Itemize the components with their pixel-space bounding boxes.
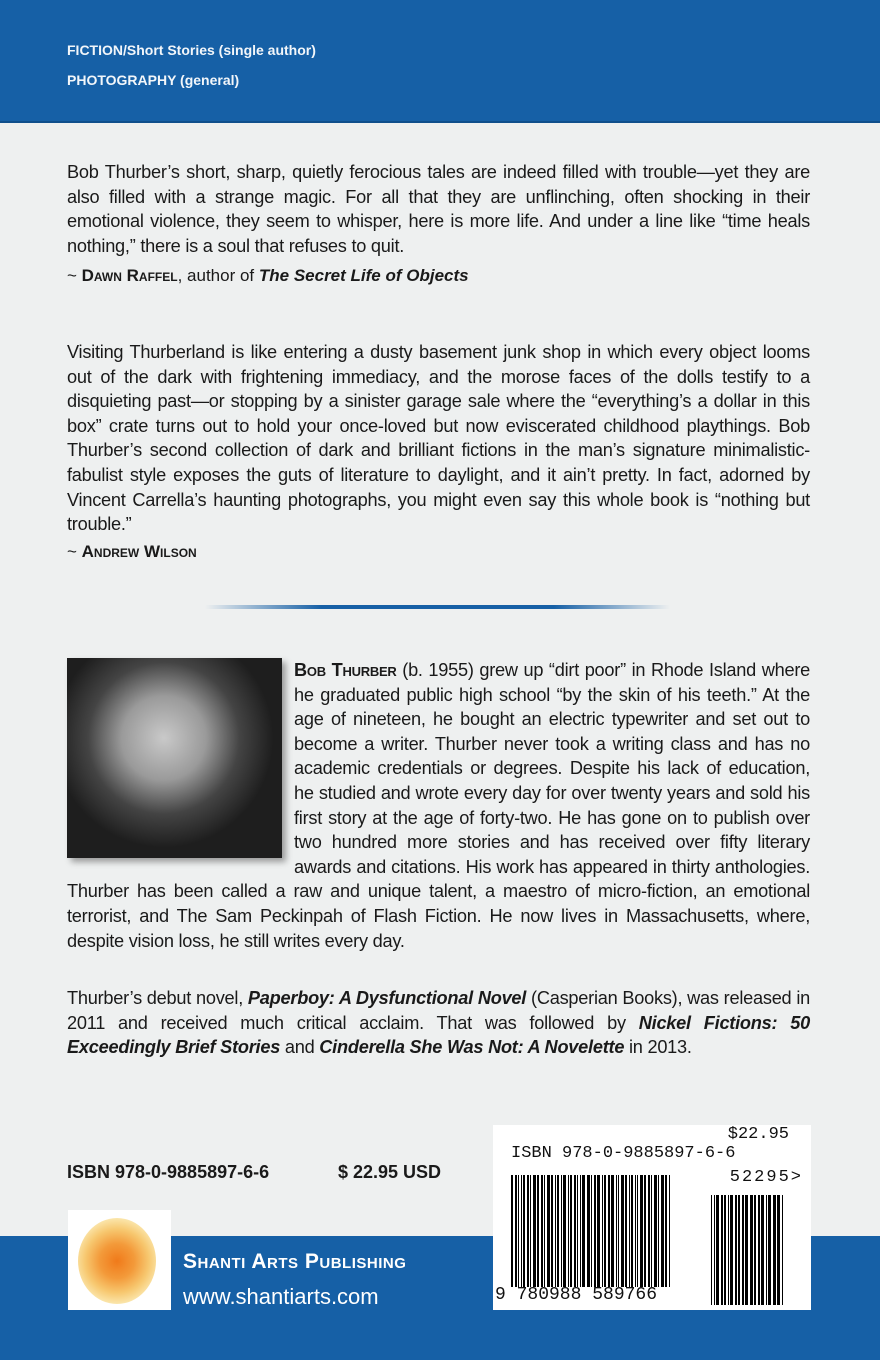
barcode-bar — [591, 1175, 592, 1287]
barcode-bar — [557, 1175, 559, 1287]
barcode-bar — [594, 1175, 596, 1287]
barcode-bar — [768, 1195, 771, 1305]
barcode-bar — [577, 1175, 578, 1287]
works-paragraph — [67, 986, 810, 1060]
barcode-bar — [551, 1175, 553, 1287]
barcode-bar — [750, 1195, 753, 1305]
barcode-bar — [574, 1175, 576, 1287]
barcode-bar — [728, 1195, 729, 1305]
text: (Casperian Books), was released in 2011 and received much critical acclaim. That was followed by — [67, 988, 810, 1033]
barcode-bar — [604, 1175, 606, 1287]
barcode-bar — [648, 1175, 650, 1287]
attribution-name: Dawn Raffel — [81, 266, 178, 285]
barcode-bar — [523, 1175, 525, 1287]
barcode-bar — [625, 1175, 627, 1287]
barcode-bar — [777, 1195, 780, 1305]
barcode-addon: 52295> — [729, 1168, 803, 1187]
barcode-bar — [563, 1175, 566, 1287]
barcode-bar — [580, 1175, 581, 1287]
barcode-bar — [640, 1175, 643, 1287]
category-secondary: PHOTOGRAPHY (general) — [67, 72, 240, 88]
section-divider — [205, 605, 670, 609]
barcode-bar — [654, 1175, 657, 1287]
attribution-name: Andrew Wilson — [81, 542, 197, 561]
book-title: Cinderella She Was Not: A Novelette — [319, 1037, 625, 1058]
barcode-bar — [661, 1175, 664, 1287]
barcode-bar — [669, 1175, 670, 1287]
bio-text: (b. 1955) grew up “dirt poor” in Rhode Island where he graduated public high school “by the skin of his teeth.” At the age of nineteen, he bought an electric typewriter and set out to become a writer. Thurber never took a writing class and has no academic credentials or degrees. Despite his lack of education, he studied and wrote every day for over twenty years and sold his first story at the age of forty-two. He has gone on to publish over two hundred more stories and has received over fifty literary awards and citations. His work has appeared in thirty anthologies. Thurber has been called a raw and unique talent, a maestro of micro-fiction, an emotional terrorist, and The Sam Peckinpah of Flash Fiction. He now lives in Massachusetts, where, despite vision loss, he still writes every day. — [67, 660, 810, 951]
barcode-bar — [711, 1195, 712, 1305]
barcode-bar — [616, 1175, 617, 1287]
barcode-bar — [631, 1175, 633, 1287]
barcode-bar — [527, 1175, 529, 1287]
publisher-name: Shanti Arts Publishing — [183, 1250, 407, 1273]
barcode-bar — [735, 1195, 737, 1305]
barcode-bars — [511, 1175, 671, 1287]
blurb-raffel: Bob Thurber’s short, sharp, quietly ferocious tales are indeed filled with trouble—yet they are also filled with a strange magic. For all that they are unflinching, often shocking in their emotional violence, they seem to whisper, here is more life. And under a line like “time heals nothing,” there is a soul that refuses to quit. — [67, 162, 810, 256]
barcode-bar — [555, 1175, 556, 1287]
barcode-bar — [582, 1175, 585, 1287]
category-header — [0, 0, 880, 123]
book-title: Paperboy: A Dysfunctional Novel — [247, 988, 527, 1008]
barcode-bar — [724, 1195, 726, 1305]
barcode-bar — [621, 1175, 624, 1287]
publisher-logo — [68, 1210, 171, 1310]
price-text: $ 22.95 USD — [338, 1162, 442, 1182]
author-name: Bob Thurber — [294, 660, 397, 680]
barcode-bar — [570, 1175, 572, 1287]
publisher-website[interactable]: www.shantiarts.com — [183, 1284, 379, 1309]
barcode-bar — [629, 1175, 630, 1287]
barcode-bar — [651, 1175, 652, 1287]
barcode-bar — [533, 1175, 536, 1287]
text: in 2013. — [624, 1037, 692, 1058]
attribution-text: , author of — [177, 266, 259, 285]
barcode-price: $22.95 — [727, 1125, 789, 1144]
author-bio — [67, 658, 810, 953]
tilde: ~ — [67, 266, 82, 285]
sun-logo-icon — [78, 1218, 156, 1304]
barcode-bar — [511, 1175, 513, 1287]
barcode-bar — [561, 1175, 562, 1287]
barcode-bar — [782, 1195, 783, 1305]
book-title: Nickel Fictions: 50 Exceedingly Brief Stories — [67, 1012, 810, 1058]
blurb-wilson: Visiting Thurberland is like entering a dusty basement junk shop in which every object looms out of the dark with frightening immediacy, and the morose faces of the dolls testify to a disquieting past—or stopping by a sinister garage sale where the “everything’s a dollar in this box” crate turns out to hold your once-loved but now eviscerated childhood playthings. Bob Thurber’s second collection of dark and brilliant fictions in the man’s signature minimalistic-fabulist style exposes the guts of literature to daylight, and it ain’t pretty. In fact, adorned by Vincent Carrella’s haunting photographs, you might even say this whole book is “nothing but trouble.” — [67, 342, 810, 535]
barcode-addon-bars — [711, 1195, 784, 1305]
barcode-isbn: ISBN 978-0-9885897-6-6 — [511, 1144, 736, 1163]
barcode-bar — [730, 1195, 733, 1305]
barcode-bar — [597, 1175, 600, 1287]
barcode-bar — [521, 1175, 522, 1287]
barcode-bar — [635, 1175, 636, 1287]
barcode-bar — [721, 1195, 723, 1305]
barcode-bar — [568, 1175, 569, 1287]
barcode-bar — [665, 1175, 667, 1287]
barcode-bar — [738, 1195, 740, 1305]
barcode-bar — [518, 1175, 519, 1287]
barcode-bar — [611, 1175, 614, 1287]
barcode-bar — [544, 1175, 545, 1287]
barcode-bar — [745, 1195, 748, 1305]
barcode-bar — [766, 1195, 767, 1305]
author-photo — [67, 658, 282, 858]
barcode-bar — [761, 1195, 764, 1305]
barcode-bar — [758, 1195, 760, 1305]
barcode-bar — [742, 1195, 744, 1305]
barcode-bar — [602, 1175, 603, 1287]
blurb-raffel-attribution — [67, 266, 469, 286]
text: Thurber’s debut novel, — [67, 988, 248, 1008]
barcode-bar — [773, 1195, 776, 1305]
barcode-bar — [547, 1175, 550, 1287]
barcode-bar — [541, 1175, 543, 1287]
barcode-bar — [716, 1195, 719, 1305]
text: and — [280, 1037, 320, 1058]
barcode-bar — [637, 1175, 638, 1287]
barcode-bar — [618, 1175, 619, 1287]
category-primary: FICTION/Short Stories (single author) — [67, 42, 316, 58]
attribution-book: The Secret Life of Objects — [258, 266, 469, 285]
barcode-bar — [530, 1175, 531, 1287]
barcode-bar — [644, 1175, 646, 1287]
barcode-bar — [515, 1175, 517, 1287]
barcode-bar — [587, 1175, 590, 1287]
barcode-bar — [537, 1175, 539, 1287]
tilde: ~ — [67, 542, 82, 561]
blurb-wilson-attribution — [67, 542, 197, 562]
barcode — [493, 1125, 811, 1310]
barcode-ean: 9 780988 589766 — [495, 1285, 658, 1305]
barcode-bar — [658, 1175, 659, 1287]
barcode-bar — [754, 1195, 756, 1305]
barcode-bar — [714, 1195, 715, 1305]
barcode-bar — [608, 1175, 610, 1287]
isbn-text: ISBN 978-0-9885897-6-6 — [67, 1162, 270, 1182]
